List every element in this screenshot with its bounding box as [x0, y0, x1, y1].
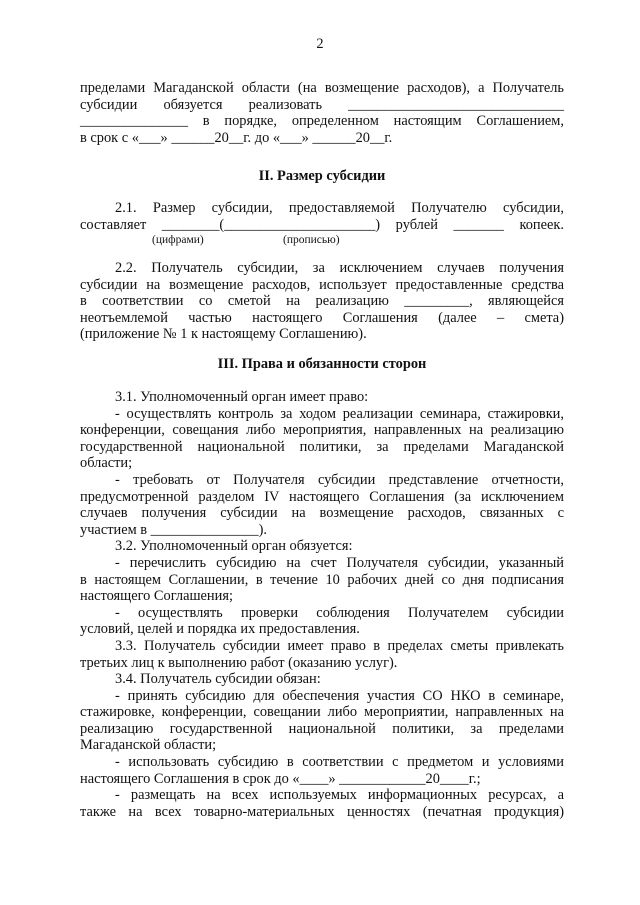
text-line: 2.1. Размер субсидии, предоставляемой Получателю субсидии, — [115, 200, 564, 216]
text-line: _______________ в порядке, определенном настоящим Соглашением, — [80, 113, 564, 130]
intro-paragraph — [80, 80, 564, 146]
clause-line: - требовать от Получателя субсидии представление отчетности, — [115, 471, 564, 488]
clause-line: области; — [80, 455, 133, 472]
clause-2-2 — [80, 260, 564, 343]
clause-line: - размещать на всех используемых информационных ресурсах, а — [115, 787, 564, 804]
text-line: в срок с «___» ______20__г. до «___» ______20__г. — [80, 129, 393, 146]
caption-words: (прописью) — [283, 234, 340, 246]
section-3-heading: III. Права и обязанности сторон — [217, 356, 427, 372]
clause-line: третьих лиц к выполнению работ (оказанию услуг). — [80, 654, 398, 671]
clause-line: настоящего Соглашения; — [80, 588, 233, 605]
clause-line: 3.3. Получатель субсидии имеет право в пределах сметы привлекать — [115, 637, 564, 654]
clause-line: случаев получения субсидии на возмещение расходов, связанных с — [80, 505, 564, 522]
text-line: 2.2. Получатель субсидии, за исключением случаев получения — [115, 260, 564, 276]
text-line: пределами Магаданской области (на возмещение расходов), а Получатель — [80, 80, 564, 96]
clause-line: 3.1. Уполномоченный орган имеет право: — [115, 389, 369, 405]
clause-line: - осуществлять контроль за ходом реализации семинара, стажировки, — [115, 405, 564, 422]
clause-line: 3.4. Получатель субсидии обязан: — [115, 671, 321, 688]
clause-line: реализацию государственной национальной политики, за пределами — [80, 720, 564, 737]
clause-line: - принять субсидию для обеспечения участия СО НКО в семинаре, — [115, 687, 564, 704]
clause-2-1 — [80, 200, 564, 233]
clause-line: участием в _______________). — [80, 521, 268, 538]
clause-line: Магаданской области; — [80, 737, 217, 754]
section-3-body — [80, 389, 564, 820]
clause-line: в настоящем Соглашении, в течение 10 рабочих дней со дня подписания — [80, 571, 564, 588]
clause-line: стажировке, конференции, совещании либо мероприятии, направленных на — [80, 704, 564, 721]
text-line: составляет ________(_____________________) рублей _______ копеек. — [80, 216, 564, 233]
clause-line: - использовать субсидию в соответствии с предметом и условиями — [115, 754, 564, 771]
text-line: в соответствии со сметой на реализацию _________, являющейся — [80, 293, 564, 310]
clause-line: 3.2. Уполномоченный орган обязуется: — [115, 538, 353, 555]
clause-line: конференции, совещания либо мероприятия, направленных на реализацию — [80, 422, 564, 439]
clause-line: предусмотренной разделом IV настоящего Соглашения (за исключением — [80, 488, 564, 505]
text-line: субсидии на возмещение расходов, использует предоставленные средства — [80, 276, 564, 293]
page-number: 2 — [316, 36, 324, 52]
section-2-heading: II. Размер субсидии — [258, 168, 386, 184]
clause-line: условий, целей и порядка их предоставления. — [80, 621, 360, 638]
clause-line: настоящего Соглашения в срок до «____» ____________20____г.; — [80, 770, 481, 787]
caption-digits: (цифрами) — [152, 234, 204, 246]
clause-line: - перечислить субсидию на счет Получателя субсидии, указанный — [115, 554, 564, 571]
clause-line: также на всех товарно-материальных ценностях (печатная продукция) — [80, 803, 564, 820]
text-line: (приложение № 1 к настоящему Соглашению). — [80, 326, 367, 343]
text-line: субсидии обязуется реализовать ______________________________ — [80, 96, 564, 113]
text-line: неотъемлемой частью настоящего Соглашения (далее – смета) — [80, 309, 564, 326]
clause-line: государственной национальной политики, за пределами Магаданской — [80, 438, 564, 455]
clause-line: - осуществлять проверки соблюдения Получателем субсидии — [115, 604, 564, 621]
